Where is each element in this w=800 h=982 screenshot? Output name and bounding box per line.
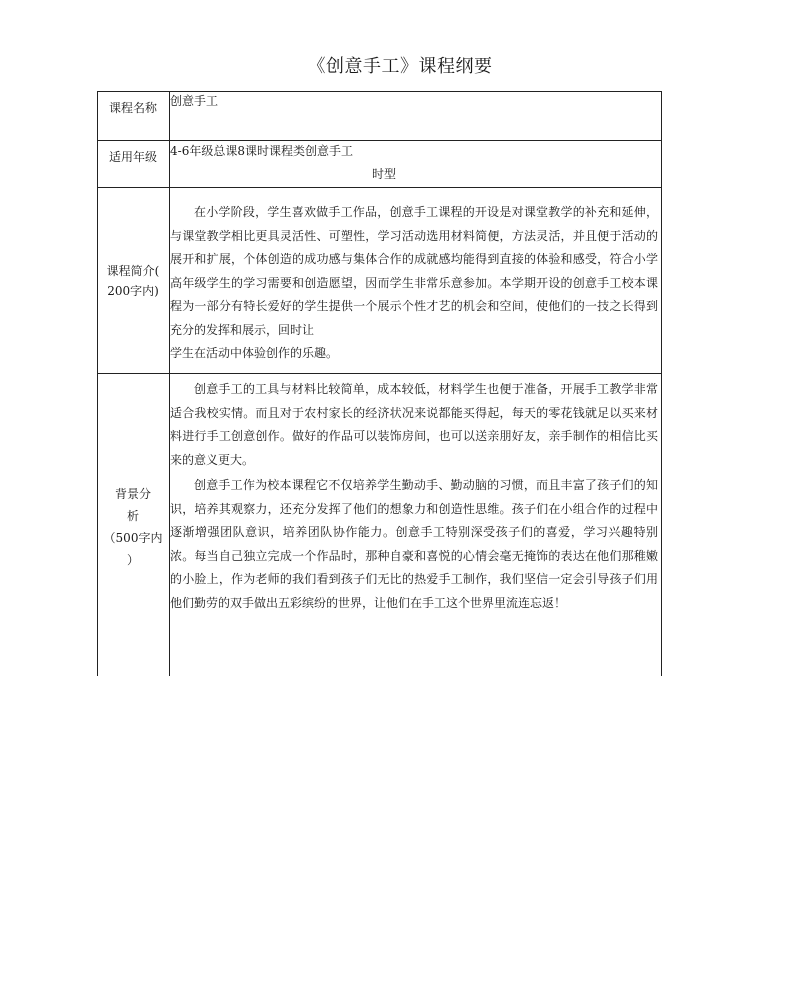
intro-value — [170, 201, 658, 366]
intro-paragraph: 在小学阶段，学生喜欢做手工作品，创意手工课程的开设是对课堂教学的补充和延伸，与课堂教学相比更具灵活性、可塑性，学习活动选用材料简便，方法灵活，并且便于活动的展开和扩展，个体创造的成功感与集体合作的成就感均能得到直接的体验和感受，符合小学高年级学生的学习需要和创造愿望，因而学生非常乐意参加。本学期开设的创意手工校本课程为一部分有特长爱好的学生提供一个展示个性才艺的机会和空间，使他们的一技之长得到充分的发挥和展示，回时让 — [170, 205, 658, 337]
intro-paragraph-tail: 学生在活动中体验创作的乐趣。 — [170, 346, 339, 360]
background-label — [97, 483, 169, 571]
course-name-label: 课程名称 — [108, 101, 157, 115]
intro-label — [97, 261, 169, 301]
background-paragraph-1: 创意手工的工具与材料比较简单，成本较低，材料学生也便于准备，开展手工教学非常适合我校实情。而且对于农村家长的经济状况来说都能买得起，每天的零花钱就足以买来材料进行手工创意创作。做好的作品可以装饰房间，也可以送亲朋好友，亲手制作的相信比买来的意义更大。 — [170, 382, 658, 467]
background-label-line-2: 析 — [126, 509, 139, 523]
grade-label: 适用年级 — [108, 150, 157, 164]
grade-line-2: 时型 — [371, 167, 396, 181]
intro-label-line-1: 课程简介( — [106, 264, 160, 278]
row-divider-3 — [97, 373, 662, 374]
grade-line-1: 4-6年级总课8课时课程类创意手工 — [170, 144, 353, 158]
course-outline-table — [97, 91, 662, 676]
row-divider-2 — [97, 187, 662, 188]
background-label-line-3: （500字内 — [103, 531, 163, 545]
background-label-line-4: ） — [126, 553, 139, 567]
grade-value — [170, 141, 658, 184]
background-label-line-1: 背景分 — [114, 487, 151, 501]
intro-label-line-2: 200字内) — [107, 284, 159, 298]
document-title: 《创意手工》课程纲要 — [307, 56, 493, 77]
course-name-value — [170, 91, 658, 111]
course-name-text: 创意手工 — [170, 94, 219, 108]
background-value — [170, 378, 658, 615]
table-left-border — [97, 91, 98, 676]
table-right-border — [661, 91, 662, 676]
background-paragraph-2: 创意手工作为校本课程它不仅培养学生勤动手、勤动脑的习惯，而且丰富了孩子们的知识，培养其观察力，还充分发挥了他们的想象力和创造性思维。孩子们在小组合作的过程中逐渐增强团队意识，培养团队协作能力。创意手工特别深受孩子们的喜爱，学习兴趣特别浓。每当自己独立完成一个作品时，那种自豪和喜悦的心情会毫无掩饰的表达在他们那稚嫩的小脸上，作为老师的我们看到孩子们无比的热爱手工制作，我们坚信一定会引导孩子们用他们勤劳的双手做出五彩缤纷的世界，让他们在手工这个世界里流连忘返！ — [170, 478, 658, 610]
